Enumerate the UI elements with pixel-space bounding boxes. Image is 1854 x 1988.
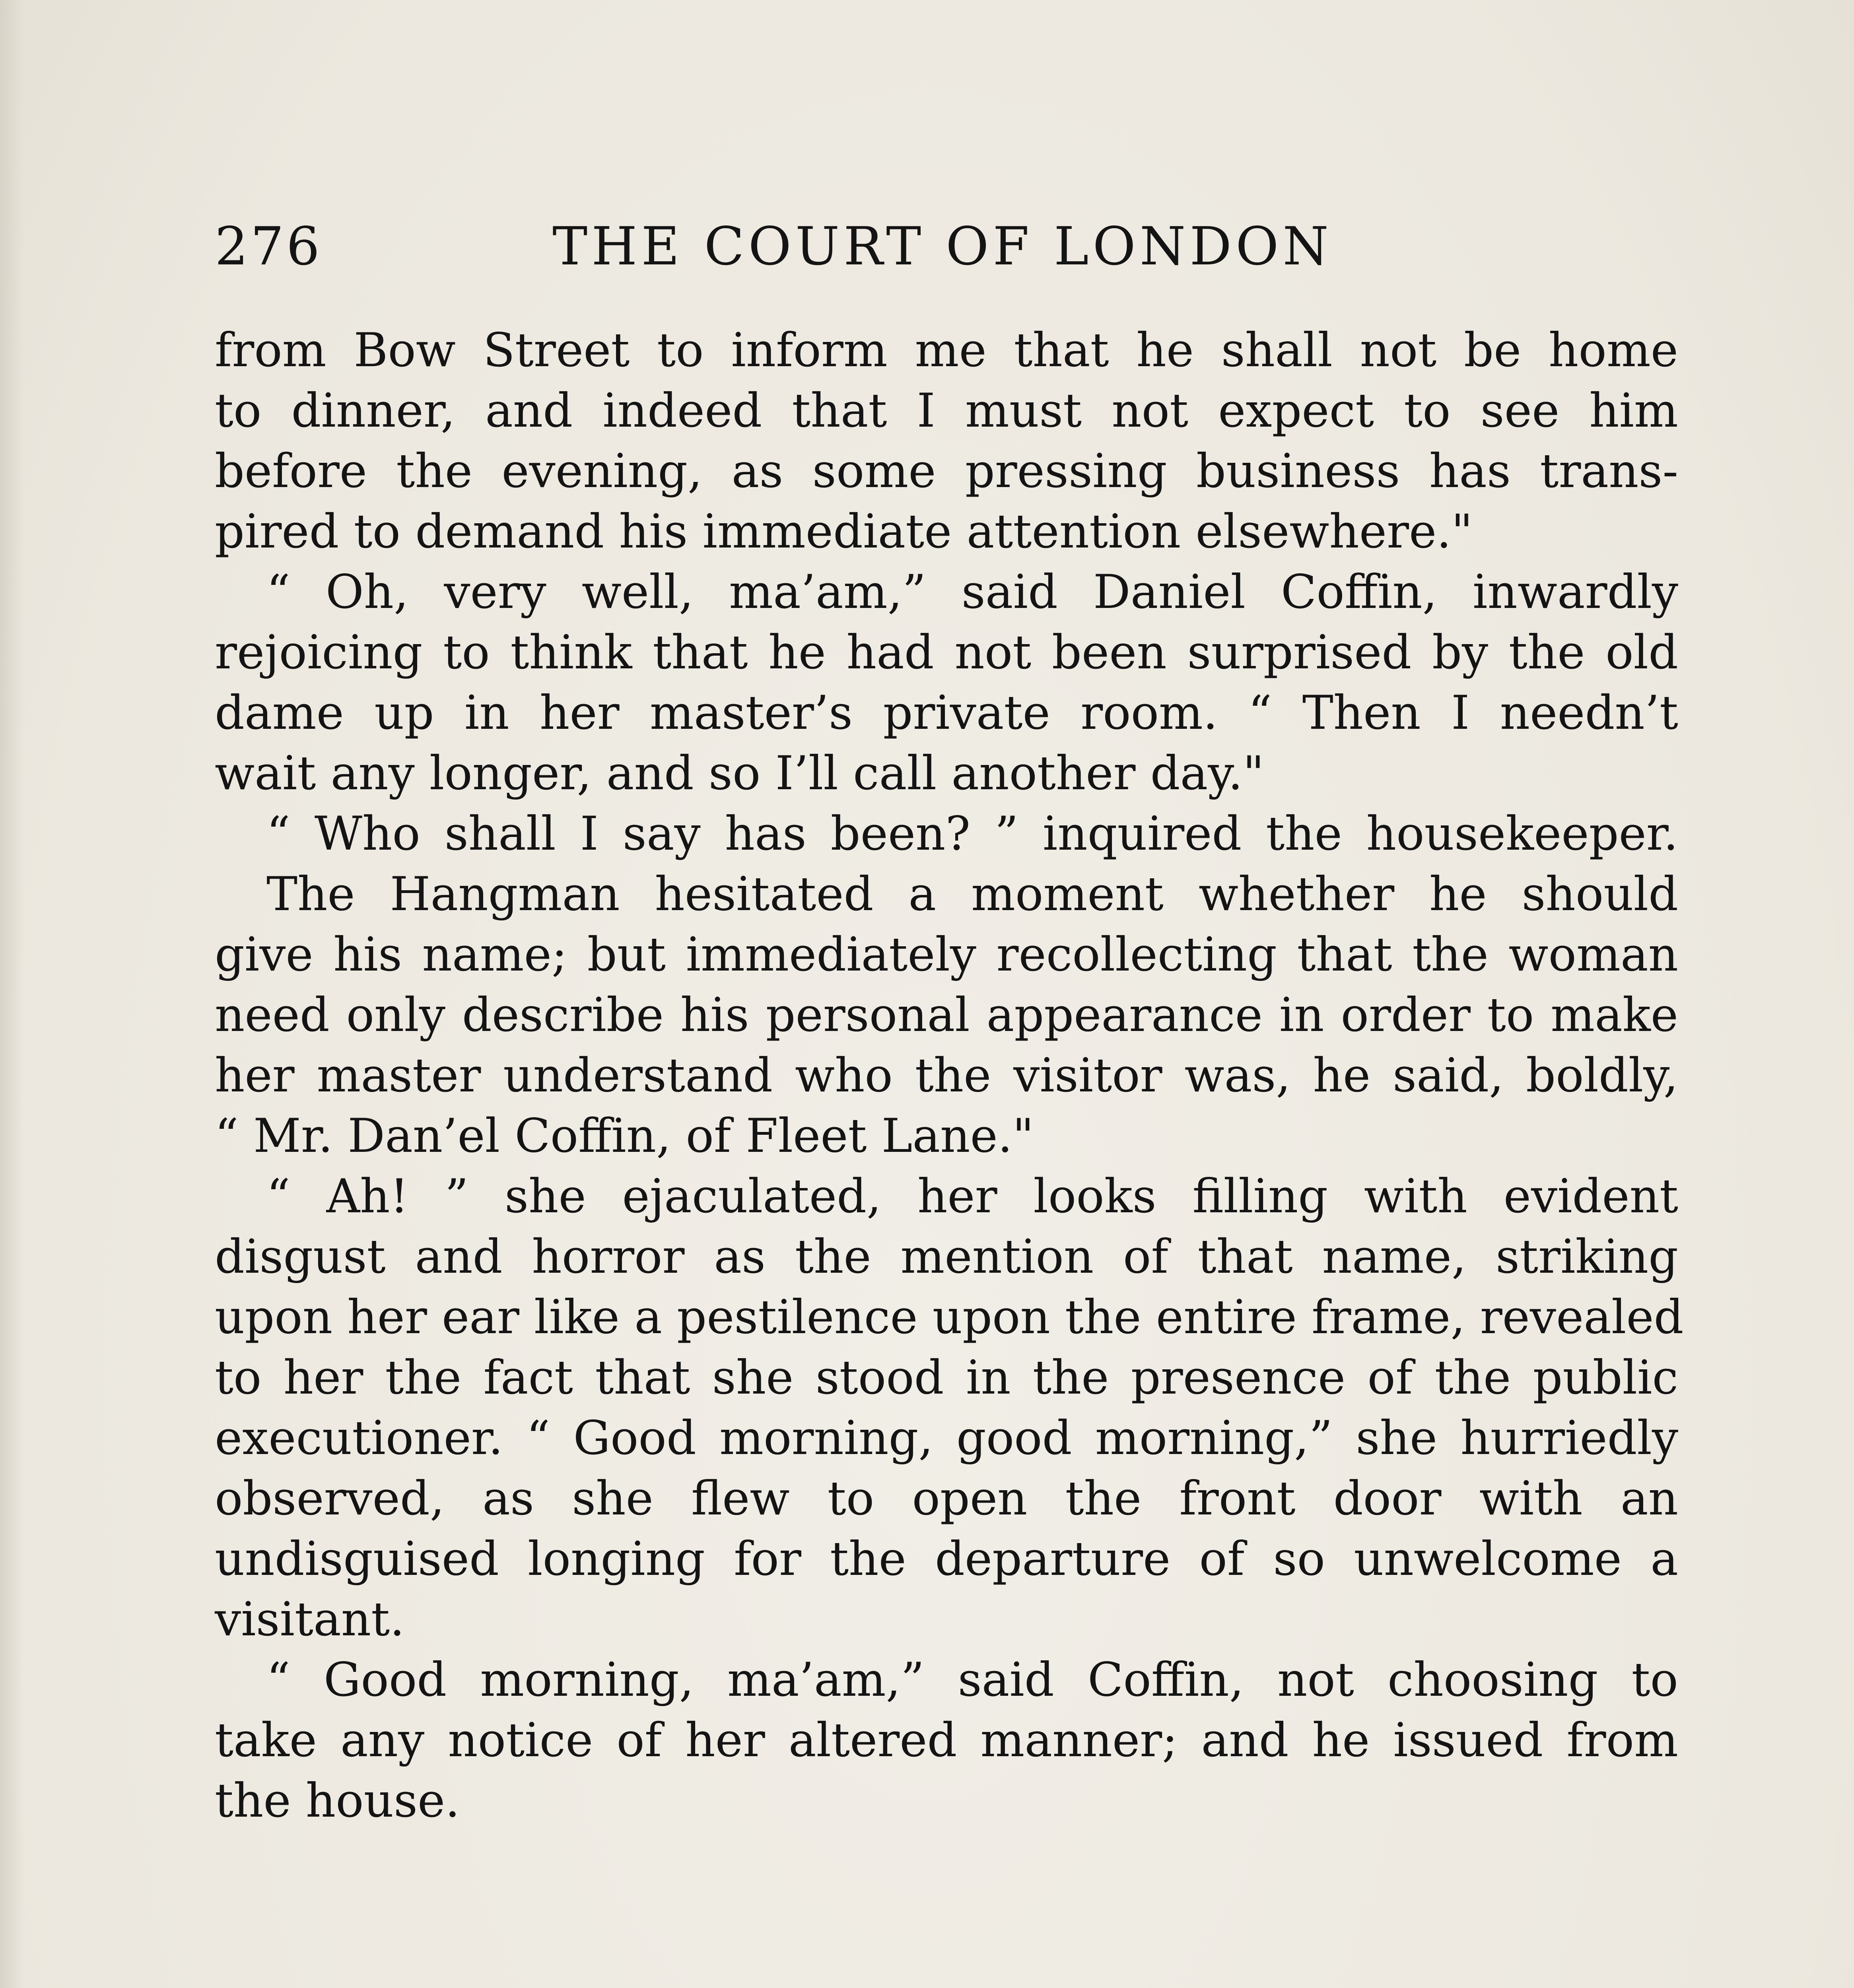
text-line: wait any longer, and so I’ll call another day." [215, 746, 1264, 800]
text-line: her master understand who the visitor was, he said, boldly, [215, 1048, 1678, 1103]
text-line: “ Who shall I say has been? ” inquired the housekeeper. [266, 806, 1678, 861]
text-line: visitant. [215, 1592, 405, 1646]
text-line: dame up in her master’s private room. “ Then I needn’t [215, 685, 1678, 740]
running-title: THE COURT OF LONDON [552, 216, 1333, 277]
text-line: to dinner, and indeed that I must not expect to see him [215, 383, 1678, 438]
running-head [215, 207, 1670, 286]
text-line: disgust and horror as the mention of that name, striking [215, 1229, 1678, 1284]
text-line: rejoicing to think that he had not been surprised by the old [215, 625, 1678, 679]
text-line: undisguised longing for the departure of so unwelcome a [215, 1532, 1678, 1586]
text-line: to her the fact that she stood in the presence of the public [215, 1350, 1678, 1405]
text-line: from Bow Street to inform me that he shall not be home [215, 323, 1678, 377]
text-line: before the evening, as some pressing business has trans- [215, 444, 1678, 498]
text-line: “ Good morning, ma’am,” said Coffin, not choosing to [266, 1652, 1678, 1707]
page-number: 276 [215, 216, 322, 277]
text-line: “ Mr. Dan’el Coffin, of Fleet Lane." [215, 1109, 1034, 1163]
text-line: “ Oh, very well, ma’am,” said Daniel Coffin, inwardly [266, 565, 1678, 619]
text-line: take any notice of her altered manner; and he issued from [215, 1713, 1678, 1767]
text-line: give his name; but immediately recollecting that the woman [215, 927, 1678, 982]
text-line: pired to demand his immediate attention elsewhere." [215, 504, 1473, 559]
body-text [215, 320, 1684, 1831]
text-line: upon her ear like a pestilence upon the entire frame, revealed [215, 1290, 1684, 1344]
text-line: executioner. “ Good morning, good morning,” she hurriedly [215, 1411, 1678, 1465]
text-line: “ Ah! ” she ejaculated, her looks filling with evident [266, 1169, 1678, 1223]
text-line: The Hangman hesitated a moment whether he should [266, 867, 1678, 921]
text-line: observed, as she flew to open the front door with an [215, 1471, 1678, 1526]
page-edge-shadow [0, 0, 24, 1988]
text-line: need only describe his personal appearance in order to make [215, 988, 1678, 1042]
text-line: the house. [215, 1773, 460, 1828]
